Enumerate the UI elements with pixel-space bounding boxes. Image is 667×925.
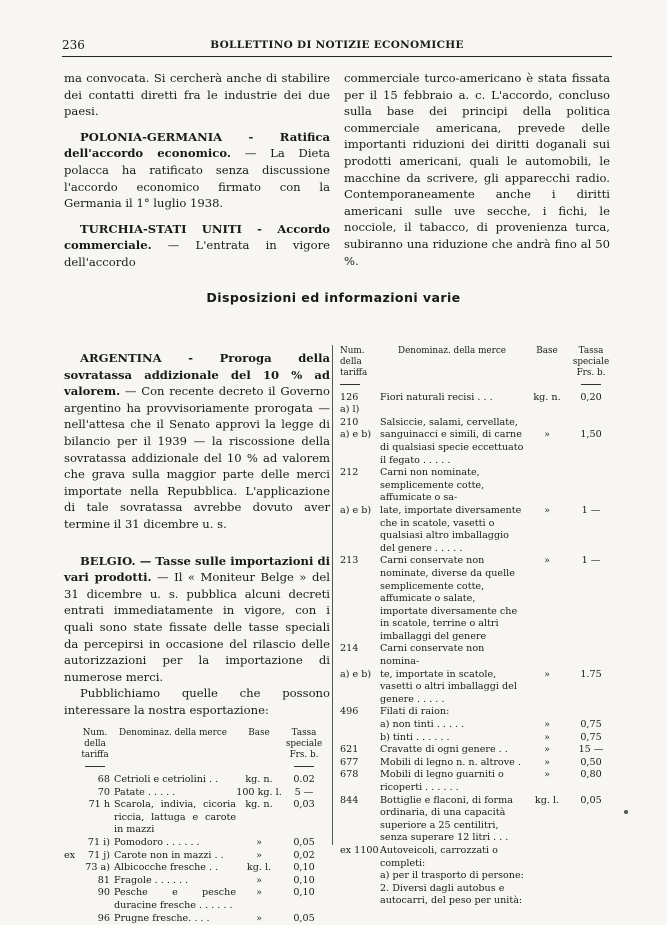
turchia-paragraph (64, 221, 330, 271)
row-base: » (544, 504, 550, 516)
table-row (64, 862, 326, 875)
row-tassa (570, 706, 612, 719)
row-prefix (64, 875, 80, 888)
section-title: Disposizioni ed informazioni varie (206, 290, 461, 305)
page-header (62, 38, 612, 57)
col-header-denom: Denominaz. della merce (119, 728, 227, 739)
col-header-base: Base (248, 728, 270, 739)
table-row (340, 429, 612, 467)
row-tassa: 1 — (581, 555, 601, 567)
row-desc: Carni conservate non nominate, diverse da quelle semplicemente cotte, affumicate o salate, importate diversamente che in scatole, terrine o altri imballaggi del genere (380, 555, 518, 642)
table-row (340, 505, 612, 555)
row-tassa: 5 — (294, 786, 314, 798)
row-base: » (256, 912, 262, 924)
row-tassa (570, 870, 612, 883)
row-tassa: 0,02 (293, 849, 315, 861)
row-base: » (544, 668, 550, 680)
row-tassa: 0,75 (580, 731, 602, 743)
row-tassa: 1.75 (580, 668, 602, 680)
row-num: 70 (97, 786, 110, 798)
row-desc (380, 404, 524, 417)
row-num: 96 (97, 912, 110, 924)
row-prefix (64, 774, 80, 787)
row-desc: Mobili di legno guarniti o ricoperti . . . . . . (380, 769, 504, 793)
row-prefix (64, 887, 80, 912)
row-num: 71 j) (88, 849, 110, 861)
row-num (340, 870, 380, 883)
row-desc: a) non tinti . . . . . (380, 719, 465, 731)
row-num: 68 (97, 774, 110, 786)
row-base: kg. n. (245, 799, 273, 811)
turchia-text: — L'entrata in vigore dell'accordo (64, 238, 330, 269)
row-base: » (256, 887, 262, 899)
row-tassa: 15 — (578, 744, 604, 756)
row-prefix (64, 837, 80, 850)
row-desc: Carni conservate non nomina- (380, 643, 485, 668)
header-rule-row (64, 761, 326, 774)
table-row (64, 787, 326, 800)
row-tassa: 0,05 (293, 912, 315, 924)
row-tassa (570, 404, 612, 417)
row-num: 677 (340, 756, 359, 768)
row-num (340, 883, 380, 908)
row-base: » (544, 731, 550, 743)
turchia-title: TURCHIA-STATI UNITI - Accordo commerciale. (64, 221, 330, 253)
row-tassa: 0,10 (293, 874, 315, 886)
column-divider (332, 345, 333, 845)
row-num: 73 a) (85, 862, 110, 874)
argentina-text: — Con recente decreto il Governo argentino ha provvisoriamente prorogata — nell'attesa che il Senato approvi la legge di bilancio per il 1939 — la riscossione della sovratassa addizionale del 10 % ad valorem che grava sulla maggior parte delle merci importate nella Repubblica. L'applicazione di tale sovratassa avrebbe dovuto aver termine il 31 dicembre u. s. (64, 384, 330, 531)
row-desc: Bottiglie e flaconi, di forma ordinaria, di una capacità superiore a 25 centilitri, senza superare 12 litri . . . (380, 794, 513, 844)
row-num: 496 (340, 706, 359, 718)
table-row (340, 669, 612, 707)
belgio-title: BELGIO. — Tasse sulle importazioni di vari prodotti. (64, 553, 330, 585)
table-row (340, 417, 612, 430)
row-base: » (256, 837, 262, 849)
row-desc: Pomodoro . . . . . . (114, 837, 200, 849)
belgio-paragraph (64, 553, 330, 686)
table-row (64, 774, 326, 787)
row-base (524, 870, 570, 883)
row-tassa: 0,05 (293, 837, 315, 849)
row-tassa: 0,03 (293, 799, 315, 811)
table-row (64, 850, 326, 863)
table-header-row (340, 346, 612, 379)
row-prefix (64, 862, 80, 875)
row-desc: Salsiccie, salami, cervellate, (380, 416, 518, 428)
row-num: a) l) (340, 404, 360, 416)
turchia-continued-text: commerciale turco-americano è stata fissata per il 15 febbraio a. c. L'accordo, concluso sulla base dei principi della politica commerciale americana, prevede delle importanti riduzioni dei diritti doganali sui prodotti americani, quali le automobili, le macchine da scrivere, gli apparecchi radio. Contemporaneamente anche i diritti americani sulle uve secche, i fichi, le nocciole, il tabacco, di provenienza turca, subiranno una riduzione che andrà fino al 50 %. (344, 71, 610, 268)
polonia-title: POLONIA-GERMANIA - Ratifica dell'accordo economico. (64, 129, 330, 161)
row-base: » (256, 874, 262, 886)
row-desc: 2. Diversi dagli autobus e autocarri, del peso per unità: (380, 882, 523, 907)
row-num: 621 (340, 744, 359, 756)
row-num: a) e b) (340, 429, 372, 441)
row-tassa (570, 845, 612, 870)
row-tassa (570, 883, 612, 908)
row-tassa: 0,05 (580, 794, 602, 806)
row-tassa: 0.02 (293, 774, 315, 786)
table-row (64, 913, 326, 925)
table-row (340, 643, 612, 668)
row-desc: Autoveicoli, carrozzati o completi: (380, 844, 498, 869)
row-desc: late, importate diversamente che in scatole, vasetti o qualsiasi altro imballaggio del genere . . . . . (380, 504, 522, 554)
row-base (524, 706, 570, 719)
row-tassa: 0,50 (580, 756, 602, 768)
row-desc: Scarola, indivia, cicoria riccia, lattuga e carote in mazzi (114, 799, 236, 836)
row-tassa: 1,50 (580, 429, 602, 441)
table-row (340, 870, 612, 883)
row-desc: Patate . . . . . (114, 786, 176, 798)
table-row (340, 404, 612, 417)
row-prefix (64, 799, 80, 837)
row-desc: Carni non nominate, semplicemente cotte, affumicate o sa- (380, 467, 485, 504)
row-base: » (544, 555, 550, 567)
belgio-tariff-table-left (64, 728, 326, 925)
row-prefix (64, 913, 80, 925)
top-right-column (344, 70, 610, 269)
row-base: » (544, 719, 550, 731)
belgio-text: — Il « Moniteur Belge » del 31 dicembre u. s. pubblica alcuni decreti entrati immediatamente in vigore, con i quali sono state fissate delle tasse speciali da percepirsi in occasione del rilascio delle autorizzazioni per la importazione di numerose merci. (64, 570, 330, 684)
row-base: » (544, 429, 550, 441)
col-header-tassa: Tassa speciale Frs. b. (572, 346, 610, 378)
col-header-tassa: Tassa speciale Frs. b. (285, 728, 323, 761)
row-base: » (544, 756, 550, 768)
row-desc: b) tinti . . . . . . (380, 731, 450, 743)
table-row (340, 706, 612, 719)
row-desc: Cravatte di ogni genere . . (380, 744, 508, 756)
row-desc: Filati di raion: (380, 706, 450, 718)
row-base: » (544, 769, 550, 781)
table-row (340, 392, 612, 405)
row-prefix (64, 787, 80, 800)
row-num: 214 (340, 643, 359, 655)
table-row (340, 732, 612, 745)
row-num: 844 (340, 794, 359, 806)
row-tassa (570, 643, 612, 668)
table-row (64, 837, 326, 850)
row-tassa: 1 — (581, 504, 601, 516)
page-number: 236 (62, 38, 85, 52)
row-num: ex 1100 (340, 844, 379, 856)
row-base: kg. l. (534, 794, 560, 806)
row-tassa: 0,80 (580, 769, 602, 781)
row-tassa: 0,75 (580, 719, 602, 731)
row-desc: Cetrioli e cetriolini . . (114, 774, 219, 786)
row-base (524, 467, 570, 505)
row-tassa: 0,10 (293, 887, 315, 899)
table-row (340, 757, 612, 770)
table-row (340, 555, 612, 643)
row-desc: Fiori naturali recisi . . . (380, 391, 493, 403)
row-num (340, 719, 380, 732)
row-base (524, 883, 570, 908)
table-header-row (64, 728, 326, 761)
table-row (340, 795, 612, 845)
running-title: BOLLETTINO DI NOTIZIE ECONOMICHE (210, 39, 464, 51)
argentina-paragraph (64, 350, 330, 533)
argentina-title: ARGENTINA - Proroga della sovratassa addizionale del 10 % ad valorem. (64, 351, 330, 399)
table-row (340, 769, 612, 794)
row-prefix: ex (64, 849, 76, 861)
row-base (524, 643, 570, 668)
row-num: 213 (340, 555, 359, 567)
top-left-column (64, 70, 330, 271)
polonia-paragraph (64, 129, 330, 212)
belgio-intro-table: Pubblichiamo quelle che possono interessare la nostra esportazione: (64, 686, 330, 717)
row-desc: a) per il trasporto di persone: (380, 870, 524, 882)
belgio-tariff-table-right (340, 346, 612, 908)
row-base: kg. n. (533, 391, 561, 403)
row-tassa: 0,10 (293, 862, 315, 874)
row-num: 212 (340, 467, 359, 479)
row-num: 71 h (88, 799, 110, 811)
row-base: kg. l. (246, 862, 272, 874)
row-tassa: 0,20 (580, 391, 602, 403)
row-num: a) e b) (340, 668, 372, 680)
row-num: 71 i) (87, 837, 110, 849)
table-row (340, 845, 612, 870)
table-row (340, 719, 612, 732)
table-row (64, 887, 326, 912)
col-header-num: Num. della tariffa (340, 346, 368, 378)
bottom-right-column (340, 346, 612, 908)
row-num: 126 (340, 391, 359, 403)
row-base (524, 845, 570, 870)
col-header-base: Base (536, 346, 558, 356)
row-num (340, 732, 380, 745)
row-base: kg. n. (245, 774, 273, 786)
row-base (524, 404, 570, 417)
table-row (340, 883, 612, 908)
row-desc: Pesche e pesche duracine fresche . . . . . . (114, 887, 236, 911)
row-desc: Fragole . . . . . . (114, 874, 189, 886)
row-num: 210 (340, 416, 359, 428)
col-header-num: Num. della tariffa (81, 728, 109, 761)
row-num: 81 (97, 874, 110, 886)
bottom-left-column (64, 350, 330, 925)
row-num: a) e b) (340, 504, 372, 516)
row-base (524, 417, 570, 430)
intro-text: ma convocata. Si cercherà anche di stabilire dei contatti diretti fra le industrie dei due paesi. (64, 71, 330, 119)
row-desc: Mobili di legno n. n. altrove . (380, 756, 521, 768)
row-desc: Carote non in mazzi . . (114, 849, 224, 861)
table-row (64, 875, 326, 888)
row-desc: te, importate in scatole, vasetti o altri imballaggi del genere . . . . . (380, 668, 517, 705)
header-rule-row (340, 379, 612, 392)
row-num: 678 (340, 769, 359, 781)
row-base: 100 kg. l. (236, 786, 282, 798)
table-row (340, 467, 612, 505)
row-tassa (570, 467, 612, 505)
table-row (64, 799, 326, 837)
row-base: » (544, 744, 550, 756)
row-base: » (256, 849, 262, 861)
polonia-text: — La Dieta polacca ha ratificato senza discussione l'accordo economico firmato con la Germania il 1° luglio 1938. (64, 146, 330, 211)
page-speck (624, 810, 628, 814)
row-desc: Albicocche fresche . . (114, 862, 219, 874)
row-desc: sanguinacci e simili, di carne di qualsiasi specie eccettuato il fegato . . . . . (380, 429, 524, 466)
row-desc: Prugne fresche. . . . (114, 912, 210, 924)
row-tassa (570, 417, 612, 430)
table-row (340, 744, 612, 757)
col-header-denom: Denominaz. della merce (398, 346, 506, 356)
row-num: 90 (97, 887, 110, 899)
